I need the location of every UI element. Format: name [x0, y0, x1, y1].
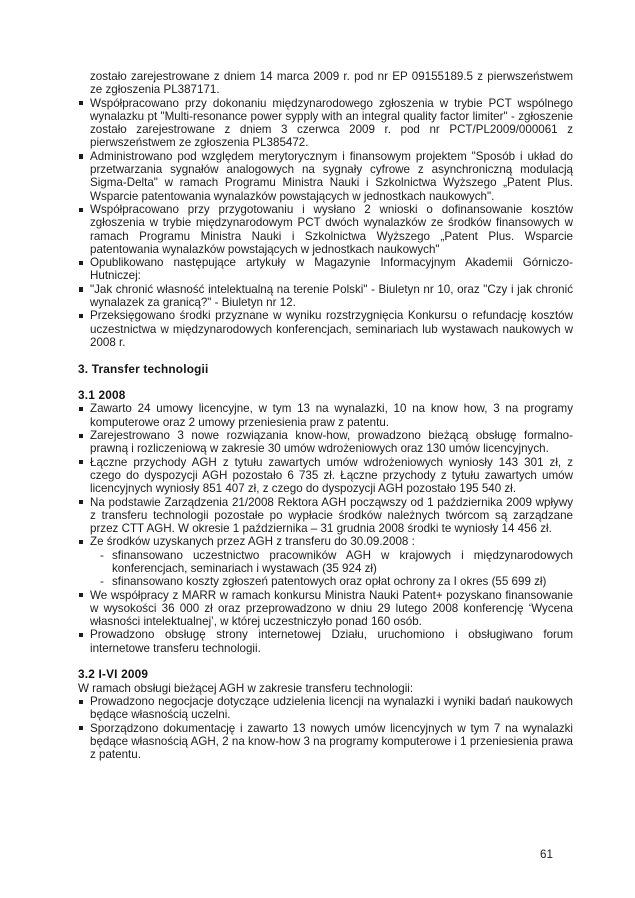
bullet-square-icon: [79, 540, 83, 544]
bullet-text: Przeksięgowano środki przyznane w wyniku rozstrzygnięcia Konkursu o refundację kosztów uczestnictwa w międzynarodowych konferencjach, seminariach lub wystawach naukowych w 2008 r.: [90, 309, 573, 349]
bullet-square-icon: [79, 261, 83, 265]
bullet-item: [78, 589, 573, 629]
bullet-item: [78, 203, 573, 256]
bullet-text: Na podstawie Zarządzenia 21/2008 Rektora AGH począwszy od 1 października 2009 wpływy z transferu technologii pozostałe po wypłacie środków należnych twórcom są zarządzane przez CTT AGH. W okresie 1 października – 31 grudnia 2008 środki te wyniosły 14 456 zł.: [90, 495, 573, 536]
bullet-square-icon: [79, 434, 83, 438]
bullet-item: [78, 628, 573, 655]
sub-bullet-item: [100, 575, 573, 588]
bullet-item: [78, 402, 573, 429]
sub-bullet-item: [100, 549, 573, 576]
bullet-item: [78, 283, 573, 310]
bullet-text: Opublikowano następujące artykuły w Magazynie Informacyjnym Akademii Górniczo-Hutniczej:: [90, 256, 573, 283]
bullet-square-icon: [79, 314, 83, 318]
bullet-text: Zawarto 24 umowy licencyjne, w tym 13 na wynalazki, 10 na know how, 3 na programy komputerowe oraz 2 umowy przeniesienia praw z patentu.: [90, 402, 573, 429]
bullet-text: Łączne przychody AGH z tytułu zawartych umów wdrożeniowych wyniosły 143 301 zł, z czego do dyspozycji AGH pozostało 6 735 zł. Łączne przychody z tytułu zawartych umów licencyjnych wyniosły 851 407 zł, z czego do dyspozycji AGH pozostało 195 540 zł.: [90, 455, 573, 496]
bullet-square-icon: [79, 208, 83, 212]
bullet-text: We współpracy z MARR w ramach konkursu Ministra Nauki Patent+ pozyskano finansowanie w wysokości 36 000 zł oraz przeprowadzono w dniu 29 lutego 2008 konferencję ‘Wycena własności intelektualnej’, w której uczestniczyło ponad 160 osób.: [90, 588, 573, 629]
bullet-item: [78, 256, 573, 283]
bullet-square-icon: [79, 460, 83, 464]
bullet-text: Ze środków uzyskanych przez AGH z transferu do 30.09.2008 :: [90, 535, 415, 549]
bullet-square-icon: [79, 700, 83, 704]
bullet-item: [78, 695, 573, 722]
heading-3-1-2008: 3.1 2008: [78, 388, 126, 403]
dash-icon: -: [100, 548, 104, 562]
bullet-square-icon: [79, 407, 83, 411]
bullet-item: [78, 456, 573, 496]
bullet-item: [78, 150, 573, 203]
bullet-text: Prowadzono obsługę strony internetowej Działu, uruchomiono i obsługiwano forum internetowe transferu technologii.: [90, 628, 573, 655]
bullet-square-icon: [79, 101, 83, 105]
sub-bullet-text: sfinansowano koszty zgłoszeń patentowych oraz opłat ochrony za I okres (55 699 zł): [112, 575, 547, 589]
heading-3-2-2009: 3.2 I-VI 2009: [78, 667, 149, 682]
bullet-item: [78, 429, 573, 456]
page-number: 61: [540, 848, 553, 861]
bullet-text: "Jak chronić własność intelektualną na terenie Polski" - Biuletyn nr 10, oraz "Czy i jak chronić wynalazek za granicą?" - Biuletyn nr 12.: [90, 282, 573, 310]
bullet-text: Sporządzono dokumentację i zawarto 13 nowych umów licencyjnych w tym 7 na wynalazki będące własnością AGH, 2 na know-how 3 na programy komputerowe i 1 przeniesienia prawa z patentu.: [90, 721, 573, 762]
bullet-text: Prowadzono negocjacje dotyczące udzielenia licencji na wynalazki i wyniki badań naukowych będące własnością uczelni.: [90, 694, 573, 722]
bullet-item: [78, 309, 573, 349]
bullet-text: Zarejestrowano 3 nowe rozwiązania know-how, prowadzono bieżącą obsługę formalno-prawną i rozliczeniową w zakresie 30 umów wdrożeniowych oraz 130 umów licencyjnych.: [90, 429, 573, 456]
bullet-square-icon: [79, 500, 83, 504]
bullet-square-icon: [79, 287, 83, 291]
bullet-text: Współpracowano przy dokonaniu międzynarodowego zgłoszenia w trybie PCT wspólnego wynalazku pt "Multi-resonance power sypply with an integral quality factor limiter" - zgłoszenie zostało zarejestrowane z dniem 3 czerwca 2009 r. pod nr PCT/PL2009/000061 z pierwszeństwem ze zgłoszenia PL385472.: [90, 96, 573, 150]
heading-transfer-technologii: 3. Transfer technologii: [78, 361, 209, 376]
sub-bullet-text: sfinansowano uczestnictwo pracowników AGH w krajowych i międzynarodowych konferencjach, seminariach i wystawach (35 924 zł): [112, 548, 573, 575]
continuation-paragraph: zostało zarejestrowane z dniem 14 marca 2009 r. pod nr EP 09155189.5 z pierwszeństwem ze zgłoszenia PL387171.: [90, 70, 573, 97]
intro-2009-paragraph: W ramach obsługi bieżącej AGH w zakresie transferu technologii:: [78, 681, 414, 695]
bullet-item: [78, 535, 573, 548]
dash-icon: -: [100, 575, 104, 589]
bullet-square-icon: [79, 154, 83, 158]
bullet-square-icon: [79, 726, 83, 730]
bullet-text: Współpracowano przy przygotowaniu i wysłano 2 wnioski o dofinansowanie kosztów zgłoszenia w trybie międzynarodowym PCT dwóch wynalazków ze środków finansowych w ramach Programu Ministra Nauki i Szkolnictwa Wyższego „Patent Plus. Wsparcie patentowania wynalazków powstających w jednostkach naukowych": [90, 202, 573, 256]
bullet-text: Administrowano pod względem merytorycznym i finansowym projektem "Sposób i układ do przetwarzania sygnałów analogowych na sygnały cyfrowe z asynchroniczną modulacją Sigma-Delta" w ramach Programu Ministra Nauki i Szkolnictwa Wyższego „Patent Plus. Wsparcie patentowania wynalazków powstających w jednostkach naukowych".: [90, 149, 573, 203]
bullet-item: [78, 496, 573, 536]
bullet-item: [78, 722, 573, 762]
bullet-item: [78, 97, 573, 150]
bullet-square-icon: [79, 633, 83, 637]
bullet-square-icon: [79, 593, 83, 597]
page-content: [78, 70, 573, 761]
